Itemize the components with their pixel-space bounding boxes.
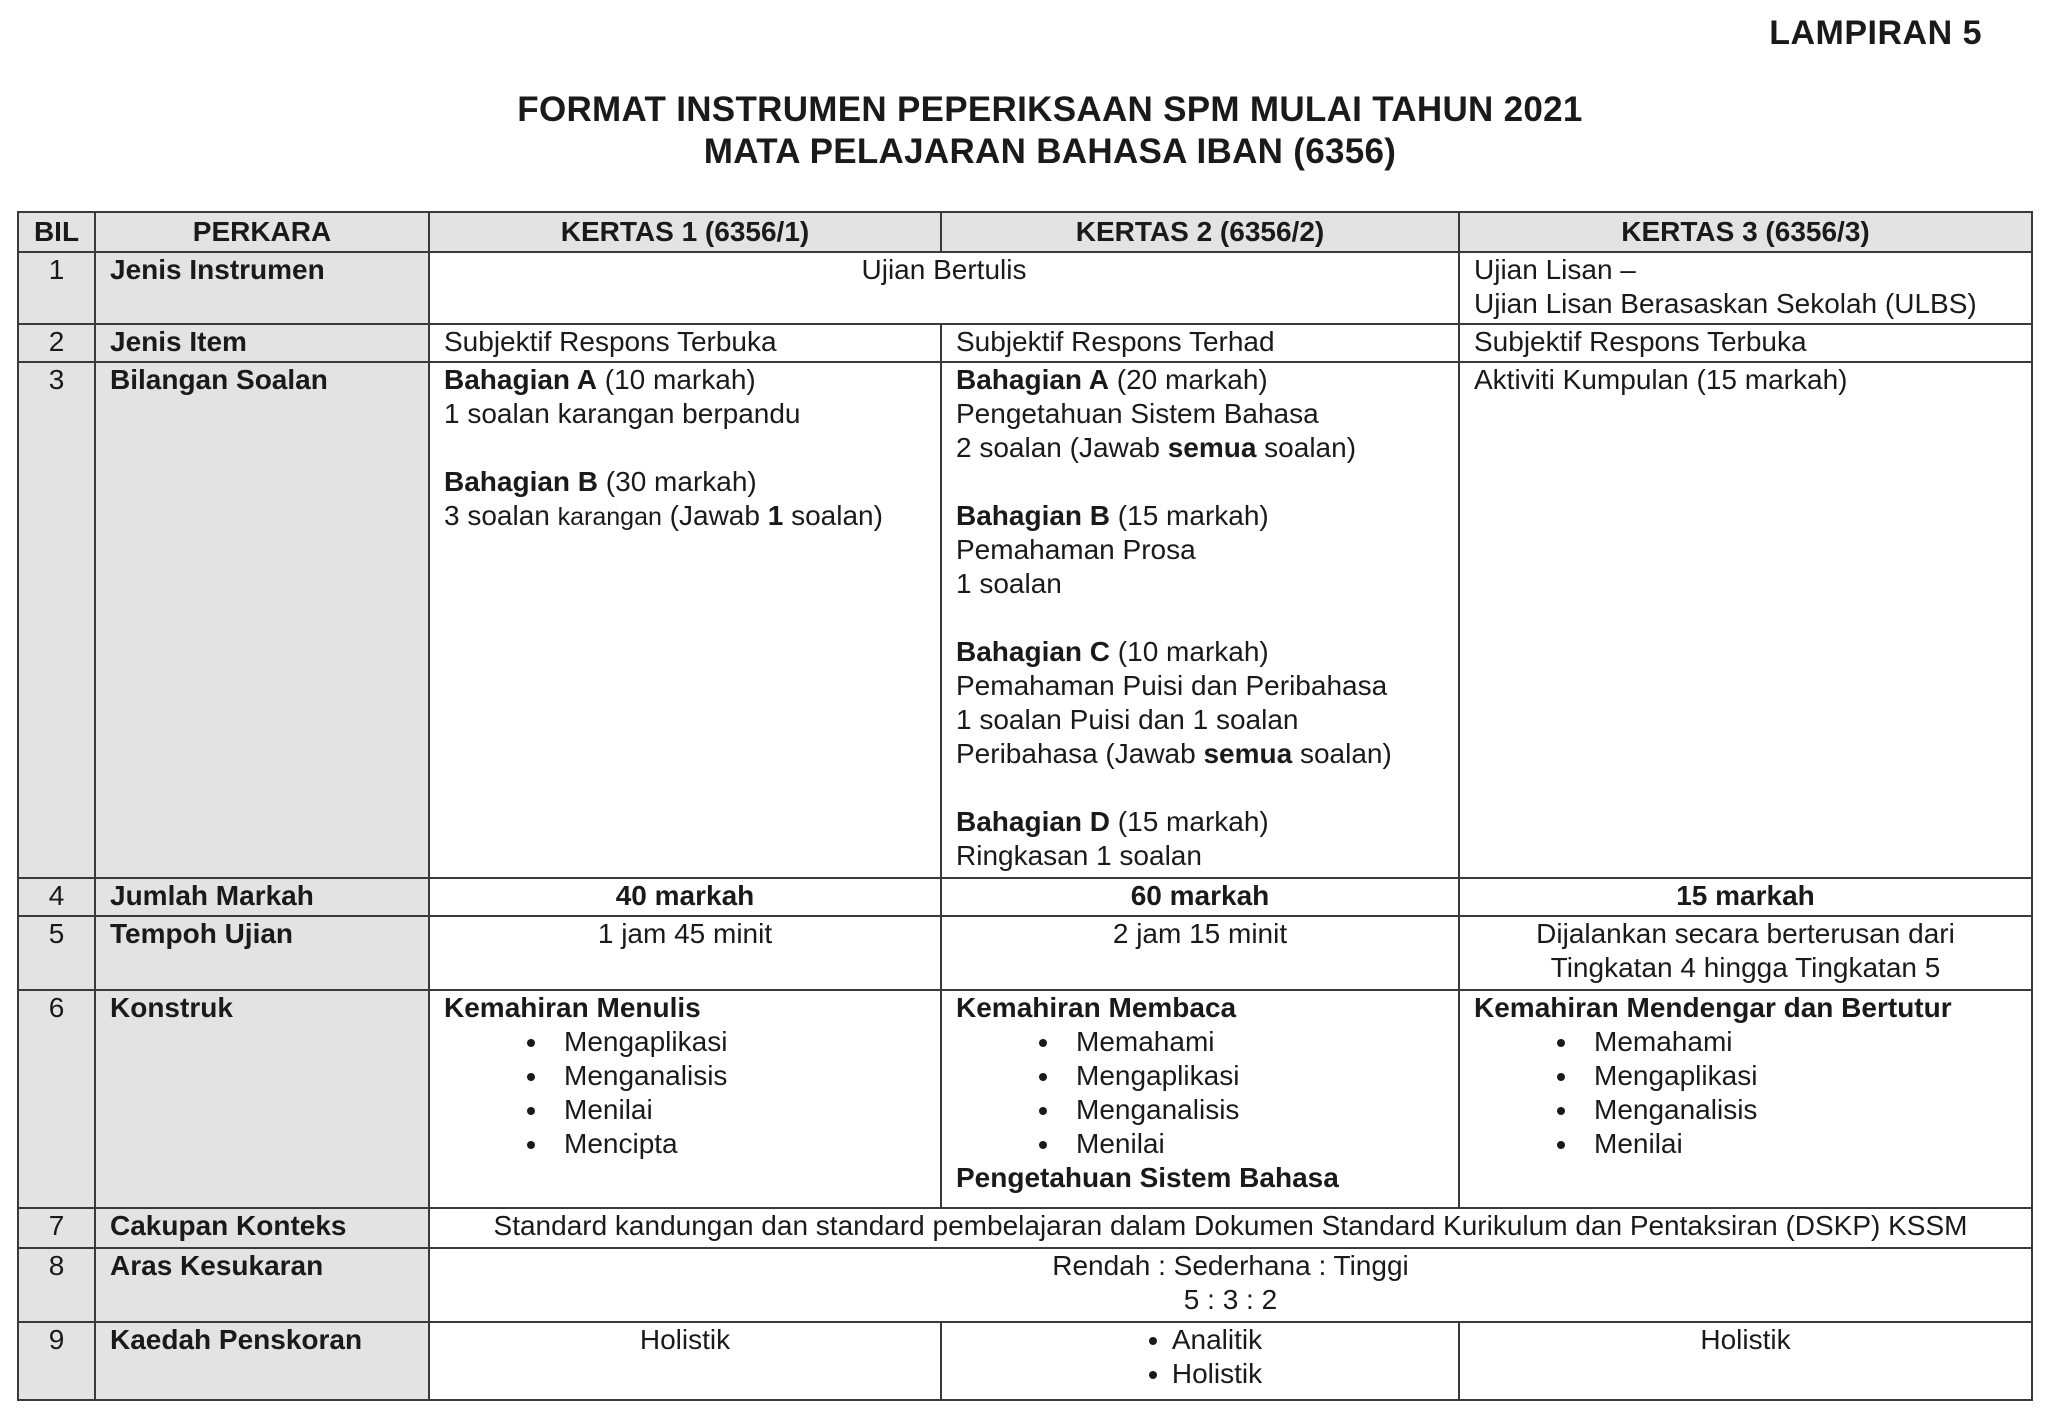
construct-list (444, 1025, 926, 1161)
detail-text: karangan (557, 503, 662, 531)
appendix-label: LAMPIRAN 5 (1769, 14, 1982, 52)
section-d-heading: Bahagian D (956, 806, 1111, 837)
detail-text: 2 soalan (Jawab (956, 432, 1168, 463)
table-row (18, 878, 2032, 916)
table-row (18, 1208, 2032, 1248)
cell-line: Dijalankan secara berterusan dari (1536, 918, 1955, 949)
list-item: • Mengaplikasi (1580, 1059, 2017, 1093)
row-number: 7 (18, 1208, 95, 1248)
section-b (444, 465, 926, 499)
detail-bold: 1 (767, 500, 784, 531)
row-number: 1 (18, 252, 95, 324)
cell-kertas-1-2: Ujian Bertulis (429, 252, 1459, 324)
cell-kertas-3: Subjektif Respons Terbuka (1459, 324, 2032, 362)
list-item: • Holistik (1172, 1357, 1262, 1391)
table-row (18, 1322, 2032, 1400)
list-item: • Mengaplikasi (550, 1025, 926, 1059)
detail-text: soalan) (1256, 432, 1357, 463)
list-item: • Menilai (550, 1093, 926, 1127)
cell-kertas-3 (1459, 916, 2032, 990)
list-item: • Menilai (1062, 1127, 1444, 1161)
row-number: 8 (18, 1248, 95, 1322)
cell-kertas-1 (429, 362, 941, 878)
section-b-marks: (15 markah) (1110, 500, 1269, 531)
list-item: • Analitik (1172, 1323, 1262, 1357)
list-item: • Menganalisis (1580, 1093, 2017, 1127)
row-label: Kaedah Penskoran (95, 1322, 429, 1400)
cell-kertas-all (429, 1248, 2032, 1322)
section-d-marks: (15 markah) (1110, 806, 1269, 837)
section-c-detail: 1 soalan Puisi dan 1 soalan (956, 704, 1299, 735)
cell-kertas-1 (429, 990, 941, 1208)
document-subtitle: MATA PELAJARAN BAHASA IBAN (6356) (703, 132, 1397, 171)
table-row (18, 324, 2032, 362)
construct-heading: Kemahiran Menulis (444, 992, 701, 1023)
construct-list (956, 1025, 1444, 1161)
section-a-detail: 1 soalan karangan berpandu (444, 398, 801, 429)
cell-line: 5 : 3 : 2 (1183, 1284, 1278, 1315)
cell-line: Tingkatan 4 hingga Tingkatan 5 (1550, 952, 1941, 983)
cell-kertas-2 (941, 362, 1459, 878)
cell-kertas-3: Aktiviti Kumpulan (15 markah) (1459, 362, 2032, 878)
row-label: Jenis Instrumen (95, 252, 429, 324)
detail-text: soalan) (1292, 738, 1392, 769)
row-number: 6 (18, 990, 95, 1208)
detail-text: soalan) (783, 500, 883, 531)
cell-kertas-3 (1459, 990, 2032, 1208)
construct-heading: Kemahiran Membaca (956, 992, 1237, 1023)
exam-format-table (17, 211, 2033, 1401)
section-b-marks: (30 markah) (598, 466, 757, 497)
table-row (18, 916, 2032, 990)
section-b-detail: 1 soalan (956, 568, 1062, 599)
section-a-marks: (20 markah) (1109, 364, 1268, 395)
construct-heading: Kemahiran Mendengar dan Bertutur (1474, 992, 1952, 1023)
section-c-heading: Bahagian C (956, 636, 1111, 667)
row-label: Tempoh Ujian (95, 916, 429, 990)
cell-line: Ujian Lisan Berasaskan Sekolah (ULBS) (1474, 288, 1977, 319)
section-b-detail: Pemahaman Prosa (956, 534, 1196, 565)
row-label: Bilangan Soalan (95, 362, 429, 878)
cell-kertas-3: Holistik (1459, 1322, 2032, 1400)
section-a-detail (956, 431, 1444, 465)
row-number: 3 (18, 362, 95, 878)
section-b-detail (444, 499, 926, 534)
section-c-marks: (10 markah) (1110, 636, 1269, 667)
list-item: • Mengaplikasi (1062, 1059, 1444, 1093)
row-label: Aras Kesukaran (95, 1248, 429, 1322)
section-a-heading: Bahagian A (956, 364, 1109, 395)
section-a-heading: Bahagian A (444, 364, 597, 395)
detail-text: (Jawab (661, 500, 768, 531)
section-a-marks: (10 markah) (597, 364, 756, 395)
cell-kertas-all: Standard kandungan dan standard pembelajaran dalam Dokumen Standard Kurikulum dan Pentaksiran (DSKP) KSSM (429, 1208, 2032, 1248)
header-bil: BIL (18, 212, 95, 252)
header-kertas-3: KERTAS 3 (6356/3) (1459, 212, 2032, 252)
detail-bold: semua (1203, 738, 1293, 769)
cell-kertas-1: 1 jam 45 minit (429, 916, 941, 990)
table-row (18, 362, 2032, 878)
list-item: • Mencipta (550, 1127, 926, 1161)
list-item: • Memahami (1062, 1025, 1444, 1059)
row-number: 4 (18, 878, 95, 916)
section-a (956, 363, 1444, 397)
header-kertas-1: KERTAS 1 (6356/1) (429, 212, 941, 252)
detail-bold: semua (1167, 432, 1257, 463)
row-number: 5 (18, 916, 95, 990)
table-row (18, 1248, 2032, 1322)
cell-kertas-2 (941, 1322, 1459, 1400)
section-a (444, 363, 926, 397)
section-b (956, 499, 1444, 533)
cell-kertas-1: 40 markah (429, 878, 941, 916)
row-label: Cakupan Konteks (95, 1208, 429, 1248)
cell-kertas-2: 2 jam 15 minit (941, 916, 1459, 990)
scoring-list (1138, 1323, 1262, 1391)
section-d (956, 805, 1444, 839)
list-item: • Menganalisis (1062, 1093, 1444, 1127)
cell-kertas-1: Subjektif Respons Terbuka (429, 324, 941, 362)
cell-kertas-3 (1459, 252, 2032, 324)
section-d-detail: Ringkasan 1 soalan (956, 840, 1202, 871)
construct-list (1474, 1025, 2017, 1161)
cell-kertas-2 (941, 990, 1459, 1208)
construct-footer: Pengetahuan Sistem Bahasa (956, 1162, 1339, 1193)
cell-line: Ujian Lisan – (1474, 254, 1636, 285)
cell-kertas-3: 15 markah (1459, 878, 2032, 916)
cell-kertas-1: Holistik (429, 1322, 941, 1400)
table-header-row (18, 212, 2032, 252)
header-kertas-2: KERTAS 2 (6356/2) (941, 212, 1459, 252)
cell-kertas-2: 60 markah (941, 878, 1459, 916)
section-b-heading: Bahagian B (444, 466, 599, 497)
cell-kertas-2: Subjektif Respons Terhad (941, 324, 1459, 362)
list-item: • Menganalisis (550, 1059, 926, 1093)
row-number: 2 (18, 324, 95, 362)
section-c-detail (956, 737, 1444, 771)
detail-text: Peribahasa (Jawab (956, 738, 1204, 769)
section-a-detail: Pengetahuan Sistem Bahasa (956, 398, 1319, 429)
detail-text: 3 soalan (444, 500, 558, 531)
row-label: Konstruk (95, 990, 429, 1208)
document-title: FORMAT INSTRUMEN PEPERIKSAAN SPM MULAI TAHUN 2021 (517, 90, 1583, 129)
row-number: 9 (18, 1322, 95, 1400)
cell-line: Rendah : Sederhana : Tinggi (1052, 1250, 1409, 1281)
section-c (956, 635, 1444, 669)
list-item: • Menilai (1580, 1127, 2017, 1161)
table-row (18, 990, 2032, 1208)
table-row (18, 252, 2032, 324)
row-label: Jumlah Markah (95, 878, 429, 916)
row-label: Jenis Item (95, 324, 429, 362)
list-item: • Memahami (1580, 1025, 2017, 1059)
section-c-detail: Pemahaman Puisi dan Peribahasa (956, 670, 1388, 701)
header-perkara: PERKARA (95, 212, 429, 252)
section-b-heading: Bahagian B (956, 500, 1111, 531)
